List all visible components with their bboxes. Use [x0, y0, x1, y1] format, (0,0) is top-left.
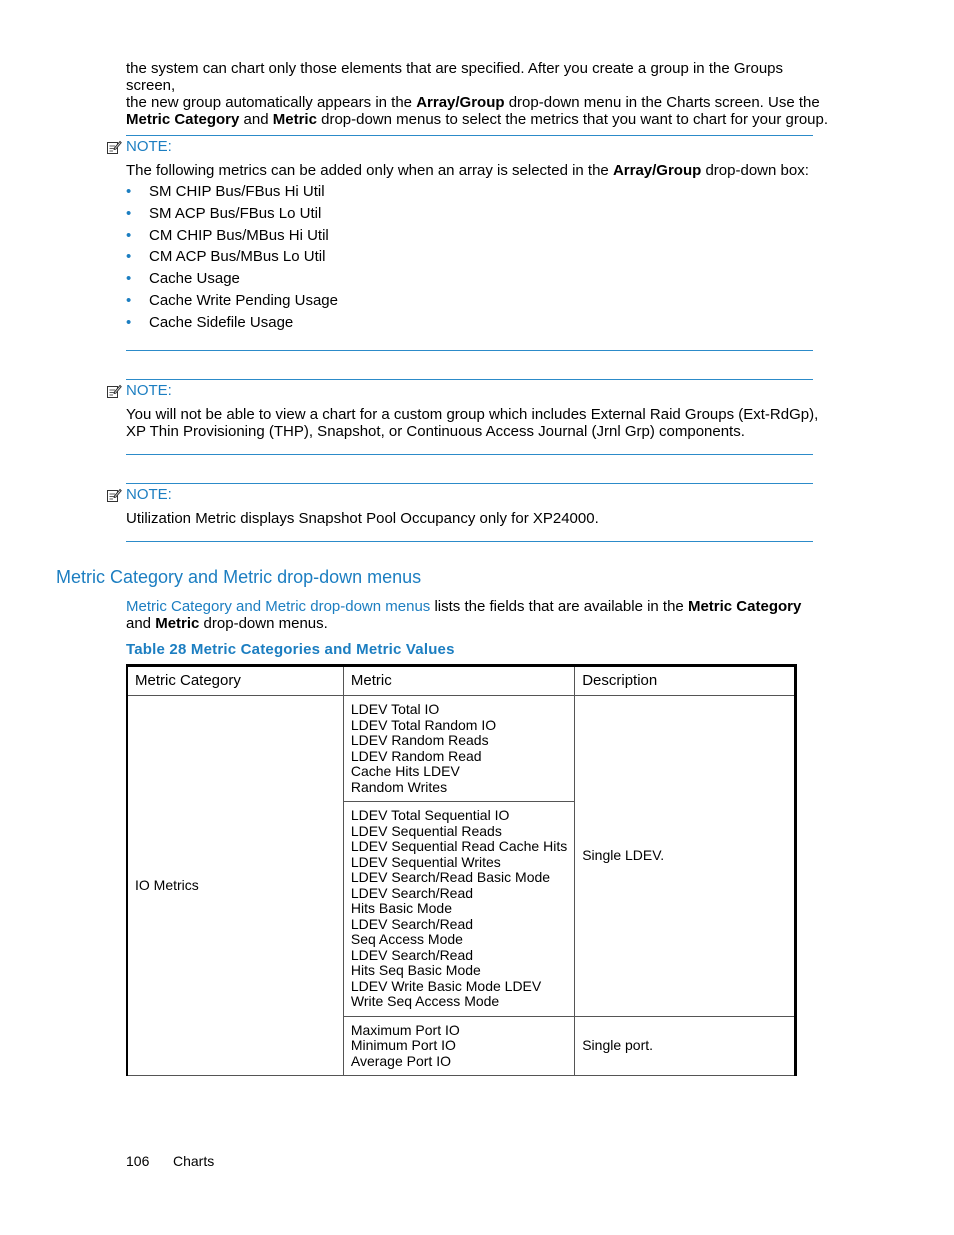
intro-line-1: the system can chart only those elements that are specified. After you create a group in the Groups screen, [126, 60, 784, 94]
metric-item: Cache Hits LDEV [350, 763, 460, 779]
metric-item: LDEV Total Random IO [350, 716, 497, 733]
page-number: 106 [126, 1153, 150, 1169]
description-cell-port: Single port. [575, 1016, 796, 1076]
metric-group-2-cell [343, 802, 574, 1017]
note1-label: NOTE: [126, 138, 172, 155]
metric-item: Write Seq Access Mode [350, 993, 500, 1009]
bullet-icon: • [126, 204, 132, 222]
list-item: • CM CHIP Bus/MBus Hi Util [126, 225, 338, 247]
list-item: • SM ACP Bus/FBus Lo Util [126, 203, 338, 225]
note-icon [106, 487, 122, 503]
note3-heading [106, 486, 172, 503]
metrics-table [126, 664, 797, 1076]
section-heading: Metric Category and Metric drop-down menus [56, 567, 422, 587]
metric-item: Random Writes [350, 778, 448, 795]
note1-bottom-rule [126, 350, 813, 351]
intro-paragraph [126, 60, 836, 128]
table-header-row [127, 666, 796, 696]
note3-text: Utilization Metric displays Snapshot Pool Occupancy only for XP24000. [126, 510, 599, 527]
note1-text: The following metrics can be added only when an array is selected in the Array/Group drop-down box: [126, 162, 809, 179]
metric-item: LDEV Sequential Writes [350, 853, 501, 870]
category-cell: IO Metrics [127, 696, 343, 1076]
intro-line-3: Metric Category and Metric drop-down menus to select the metrics that you want to chart for your group. [126, 111, 829, 128]
section-paragraph: Metric Category and Metric drop-down menus lists the fields that are available in the Metric Category and Metric drop-down menus. [126, 598, 802, 632]
note2-bottom-rule [126, 454, 813, 455]
note2-text: You will not be able to view a chart for a custom group which includes External Raid Groups (Ext-RdGp), XP Thin Provisioning (THP), Snapshot, or Continuous Access Journal (Jrnl Grp) components. [126, 406, 819, 440]
list-item: • Cache Sidefile Usage [126, 312, 338, 334]
note-icon [106, 383, 122, 399]
bullet-icon: • [126, 248, 132, 266]
list-item: • Cache Write Pending Usage [126, 290, 338, 312]
section-cross-reference-link[interactable]: Metric Category and Metric drop-down menus [126, 598, 431, 615]
note1-top-rule [126, 135, 813, 136]
metric-group-1-cell [343, 696, 574, 802]
note2-label: NOTE: [126, 382, 172, 399]
note3-top-rule [126, 483, 813, 484]
list-item: • SM CHIP Bus/FBus Hi Util [126, 181, 338, 203]
metric-item: Seq Access Mode [350, 931, 463, 947]
bullet-icon: • [126, 226, 132, 244]
metric-item: LDEV Search/Read [350, 884, 474, 901]
note-icon [106, 139, 122, 155]
description-cell-ldev: Single LDEV. [575, 696, 796, 1017]
metric-item: LDEV Search/Read Basic Mode [350, 869, 551, 885]
header-metric-category: Metric Category [127, 666, 343, 696]
metric-item: LDEV Search/Read [350, 915, 474, 932]
header-description: Description [575, 666, 796, 696]
metric-group-3-cell [343, 1016, 574, 1076]
metric-item: LDEV Sequential Read Cache Hits [350, 838, 568, 854]
note2-heading [106, 382, 172, 399]
bullet-icon: • [126, 291, 132, 309]
bullet-icon: • [126, 313, 132, 331]
metric-item: LDEV Random Reads [350, 732, 489, 748]
bullet-icon: • [126, 183, 132, 200]
note1-bullet-list [126, 181, 338, 334]
list-item: • CM ACP Bus/MBus Lo Util [126, 246, 338, 268]
note3-bottom-rule [126, 541, 813, 542]
metric-item: Minimum Port IO [350, 1037, 456, 1053]
metric-item: Maximum Port IO [350, 1021, 460, 1038]
metric-item: LDEV Total Sequential IO [350, 807, 510, 823]
metric-item: Average Port IO [350, 1052, 451, 1069]
intro-line-2: the new group automatically appears in the Array/Group drop-down menu in the Charts screen. Use the [126, 94, 820, 111]
metric-item: LDEV Total IO [350, 701, 440, 717]
table-caption: Table 28 Metric Categories and Metric Values [126, 641, 455, 658]
table-row [127, 696, 796, 802]
metric-item: Hits Seq Basic Mode [350, 962, 481, 978]
note1-heading [106, 138, 172, 155]
note2-top-rule [126, 379, 813, 380]
metric-item: Hits Basic Mode [350, 900, 453, 916]
note3-label: NOTE: [126, 486, 172, 503]
bullet-icon: • [126, 270, 132, 288]
header-metric: Metric [343, 666, 574, 696]
metric-item: LDEV Random Read [350, 747, 482, 764]
metric-item: LDEV Search/Read [350, 946, 474, 963]
footer-section-name: Charts [173, 1153, 215, 1169]
metric-item: LDEV Sequential Reads [350, 822, 502, 839]
list-item: • Cache Usage [126, 268, 338, 290]
metric-item: LDEV Write Basic Mode LDEV [350, 977, 542, 994]
